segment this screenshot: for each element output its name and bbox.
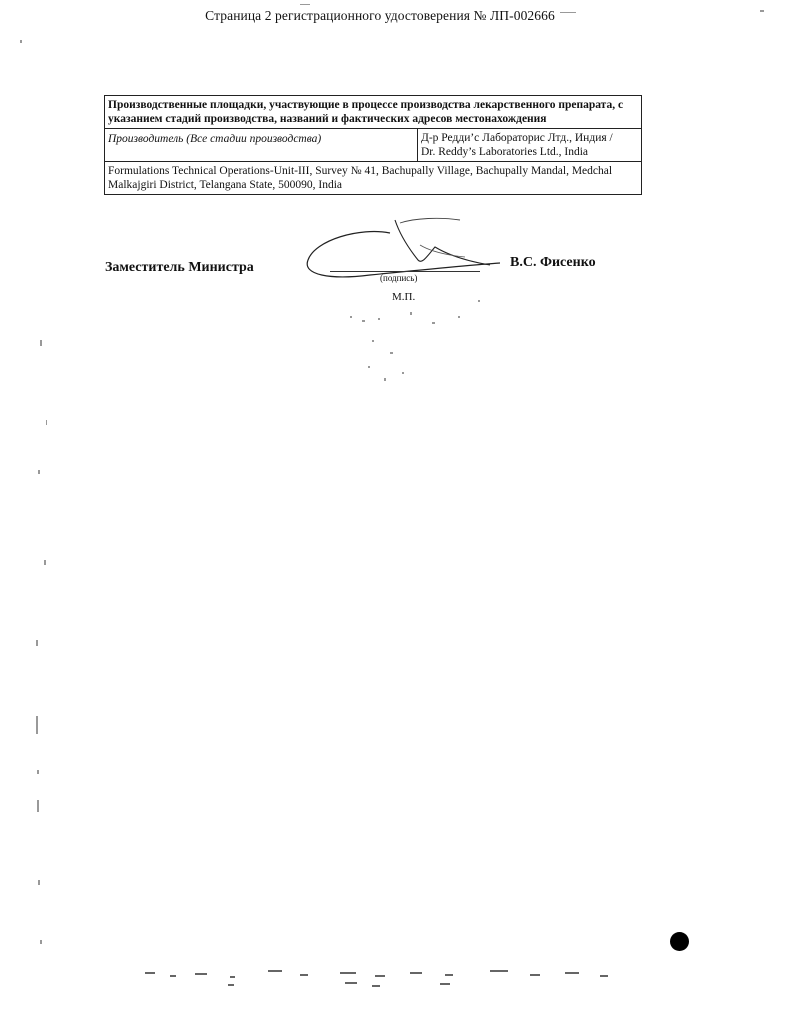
manufacturer-name-ru: Д-р Редди’с Лабораторис Лтд., Индия / — [421, 132, 613, 144]
page-header: Страница 2 регистрационного удостоверения № ЛП-002666 — [205, 8, 555, 23]
scan-dot-mark — [670, 932, 689, 951]
table-title: Производственные площадки, участвующие в процессе производства лекарственного препарата, с указанием стадий производства, названий и фактических адресов местонахождения — [108, 99, 624, 125]
signatory-name: В.С. Фисенко — [510, 255, 596, 270]
manufacturer-name-en: Dr. Reddy’s Laboratories Ltd., India — [421, 146, 589, 158]
signatory-position: Заместитель Министра — [105, 260, 254, 275]
stamp-label: М.П. — [392, 291, 416, 303]
role-label: Производитель (Все стадии производства) — [105, 129, 418, 161]
signature-caption: (подпись) — [380, 273, 418, 283]
manufacturer-address: Formulations Technical Operations-Unit-III, Survey № 41, Bachupally Village, Bachupally Mandal, Medchal Malkajgiri District, Telangana State, 500090, India — [105, 161, 641, 194]
